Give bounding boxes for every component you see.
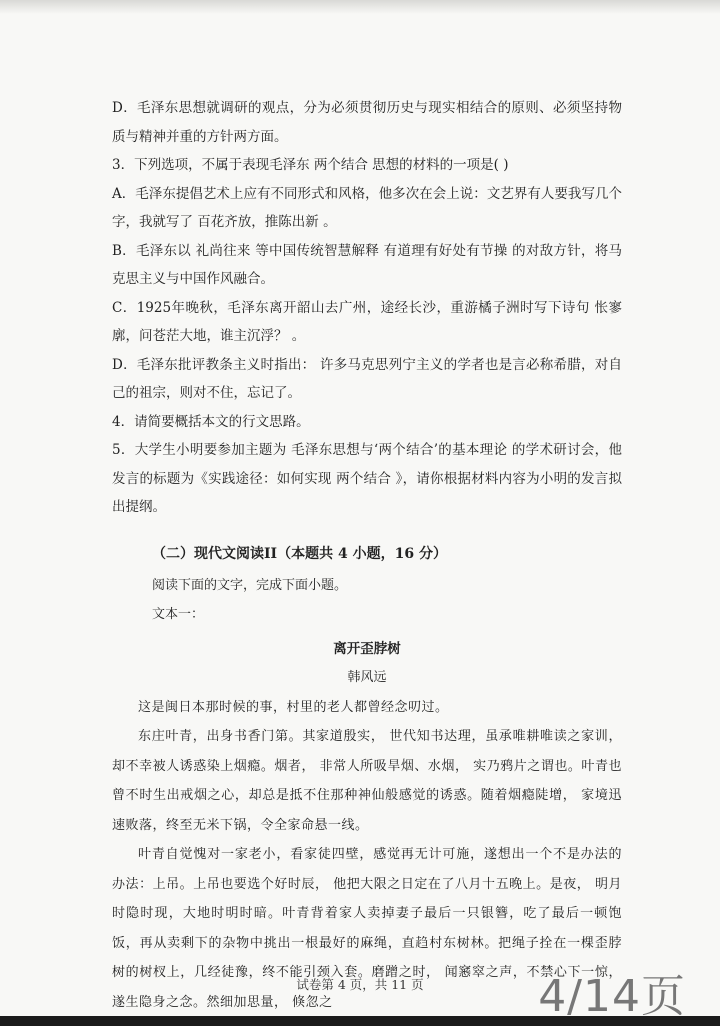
article-paragraph: 叶青自觉愧对一家老小，看家徒四壁，感觉再无计可施，遂想出一个不是办法的办法：上吊。上吊也要选个好时辰， 他把大限之日定在了八月十五晚上。是夜， 明月时隐时现，大地时明时暗。叶青背着家人卖掉妻子最后一只银簪，吃了最后一顿饱饭，再从卖剩下的杂物中挑出一根最好的麻绳，直趋村东树林。把绳子拴在一棵歪脖树的树杈上，几经徒豫，终不能引颈入套。磨蹭之时， 闻窸窣之声，不禁心下一惊，遂生隐身之念。然细加思量， 倏忽之 (112, 847, 622, 1010)
section-instruction: 阅读下面的文字，完成下面小题。 (152, 577, 348, 593)
article-paragraph: 这是闽日本那时候的事，村里的老人都曾经念叨过。 (138, 699, 449, 715)
section-heading: （二）现代文阅读II（本题共 4 小题，16 分） (152, 545, 447, 562)
article-author: 韩风远 (347, 669, 387, 685)
page-footer: 试卷第 4 页，共 11 页 (296, 977, 424, 992)
question-3-option-a: A．毛泽东提倡艺术上应有不同形式和风格，他多次在会上说：文艺界有人要我写几个字，我就写了 百花齐放，推陈出新 。 (112, 185, 622, 230)
question-5: 5．大学生小明要参加主题为 毛泽东思想与‘两个结合’的基本理论 的学术研讨会，他发言的标题为《实践途径：如何实现 两个结合 》，请你根据材料内容为小明的发言拟出提纲。 (112, 442, 622, 515)
question-3-option-d: D．毛泽东批评教条主义时指出： 许多马克思列宁主义的学者也是言必称希腊，对自己的祖宗，则对不住，忘记了。 (112, 356, 622, 401)
page-top-edge (0, 0, 720, 14)
question-3-option-c: C．1925年晚秋，毛泽东离开韶山去广州，途经长沙，重游橘子洲时写下诗句 怅寥廓，问苍茫大地，谁主沉浮？ 。 (112, 299, 622, 344)
question-3-option-b: B．毛泽东以 礼尚往来 等中国传统智慧解释 有道理有好处有节操 的对敌方针，将马克思主义与中国作风融合。 (112, 242, 622, 287)
question-option-d-prev: D．毛泽东思想就调研的观点，分为必须贯彻历史与现实相结合的原则、必须坚持物质与精神并重的方针两方面。 (112, 100, 622, 145)
article-title: 离开歪脖树 (333, 640, 401, 657)
page-indicator: 4/14页 (538, 971, 686, 1022)
page-content (112, 94, 622, 1016)
text-label: 文本一： (152, 606, 205, 622)
question-3-stem: 3．下列选项，不属于表现毛泽东 两个结合 思想的材料的一项是( ) (112, 157, 509, 173)
question-4: 4．请简要概括本文的行文思路。 (112, 413, 310, 430)
article-paragraph: 东庄叶青，出身书香门第。其家道殷实， 世代知书达理，虽承唯耕唯读之家训，却不幸被人诱惑染上烟瘾。烟者， 非常人所吸旱烟、水烟， 实乃鸦片之谓也。叶青也曾不时生出戒烟之心，却总是抵不住那种神仙般感觉的诱惑。随着烟瘾陡增， 家境迅速败落，终至无米下锅，令全家命悬一线。 (112, 729, 622, 833)
